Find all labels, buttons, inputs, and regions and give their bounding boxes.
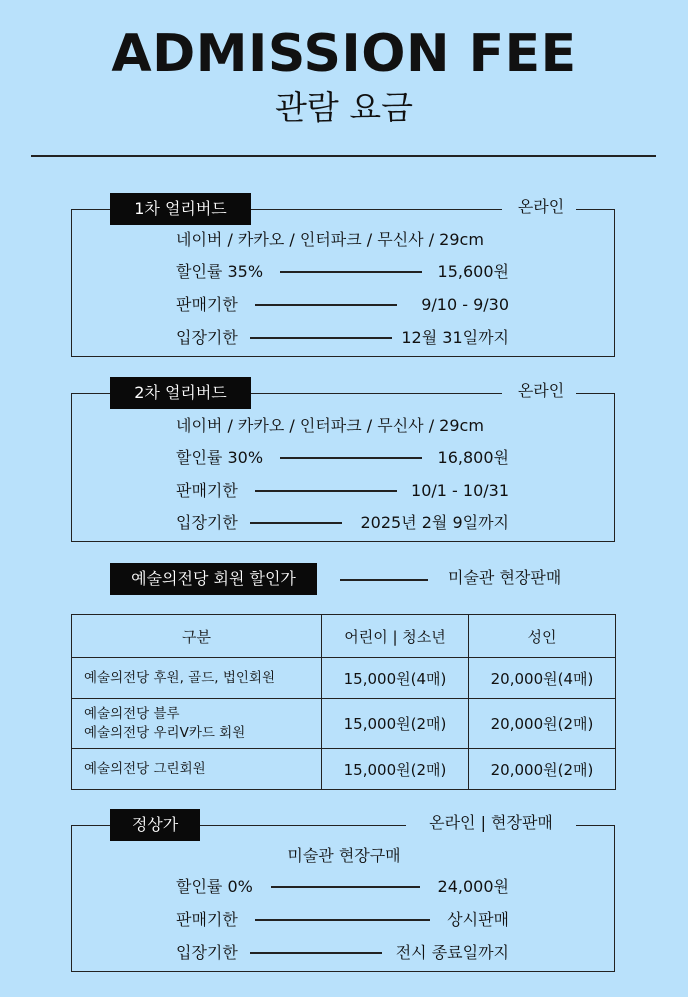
member-type: 예술의전당 그린회원 <box>72 749 322 790</box>
header-divider <box>31 155 656 157</box>
regular-tag: 정상가 <box>110 809 200 841</box>
early2-discount-label: 할인률 30% <box>176 448 264 467</box>
member-type: 예술의전당 블루 예술의전당 우리V카드 회원 <box>72 699 322 749</box>
adult-price: 20,000원(2매) <box>469 749 616 790</box>
early2-sale-value: 10/1 - 10/31 <box>411 481 509 500</box>
early1-platforms: 네이버 / 카카오 / 인터파크 / 무신사 / 29cm <box>176 230 484 249</box>
early2-tag: 2차 얼리버드 <box>110 377 251 409</box>
adult-price: 20,000원(4매) <box>469 658 616 699</box>
leader-line <box>250 522 342 524</box>
early2-sale-label: 판매기한 <box>176 481 238 500</box>
leader-line <box>340 579 428 581</box>
early2-entry-label: 입장기한 <box>176 513 238 532</box>
regular-channel: 온라인 | 현장판매 <box>429 813 553 832</box>
early1-entry-label: 입장기한 <box>176 328 238 347</box>
table-row <box>72 699 616 749</box>
page-title: ADMISSION FEE <box>111 24 577 84</box>
early1-discount-label: 할인률 35% <box>176 262 264 281</box>
youth-price: 15,000원(2매) <box>322 699 469 749</box>
early2-channel: 온라인 <box>517 381 565 400</box>
leader-line <box>271 886 420 888</box>
youth-price: 15,000원(4매) <box>322 658 469 699</box>
regular-sale-value: 상시판매 <box>447 910 509 929</box>
early1-sale-label: 판매기한 <box>176 295 238 314</box>
leader-line <box>255 304 397 306</box>
early1-discount-value: 15,600원 <box>437 262 509 281</box>
youth-price: 15,000원(2매) <box>322 749 469 790</box>
member-type: 예술의전당 후원, 골드, 법인회원 <box>72 658 322 699</box>
adult-price: 20,000원(2매) <box>469 699 616 749</box>
early1-channel: 온라인 <box>517 197 565 216</box>
page-subtitle: 관람 요금 <box>274 88 413 127</box>
early2-entry-value: 2025년 2월 9일까지 <box>360 513 509 532</box>
regular-discount-value: 24,000원 <box>437 877 509 896</box>
column-header: 어린이 | 청소년 <box>322 615 469 658</box>
leader-line <box>250 337 392 339</box>
early1-tag: 1차 얼리버드 <box>110 193 251 225</box>
leader-line <box>255 919 430 921</box>
column-header: 성인 <box>469 615 616 658</box>
regular-entry-value: 전시 종료일까지 <box>395 943 509 962</box>
regular-subtitle: 미술관 현장구매 <box>287 846 401 865</box>
early1-entry-value: 12월 31일까지 <box>401 328 509 347</box>
leader-line <box>255 490 397 492</box>
early2-platforms: 네이버 / 카카오 / 인터파크 / 무신사 / 29cm <box>176 416 484 435</box>
table-header-row <box>72 615 616 658</box>
regular-discount-label: 할인률 0% <box>176 877 253 896</box>
table-row <box>72 658 616 699</box>
column-header: 구분 <box>72 615 322 658</box>
early2-discount-value: 16,800원 <box>437 448 509 467</box>
leader-line <box>250 952 382 954</box>
member-price-table <box>71 614 616 790</box>
member-tag: 예술의전당 회원 할인가 <box>110 563 317 595</box>
table-row <box>72 749 616 790</box>
regular-entry-label: 입장기한 <box>176 943 238 962</box>
regular-sale-label: 판매기한 <box>176 910 238 929</box>
early1-sale-value: 9/10 - 9/30 <box>421 295 509 314</box>
member-channel: 미술관 현장판매 <box>448 568 562 587</box>
